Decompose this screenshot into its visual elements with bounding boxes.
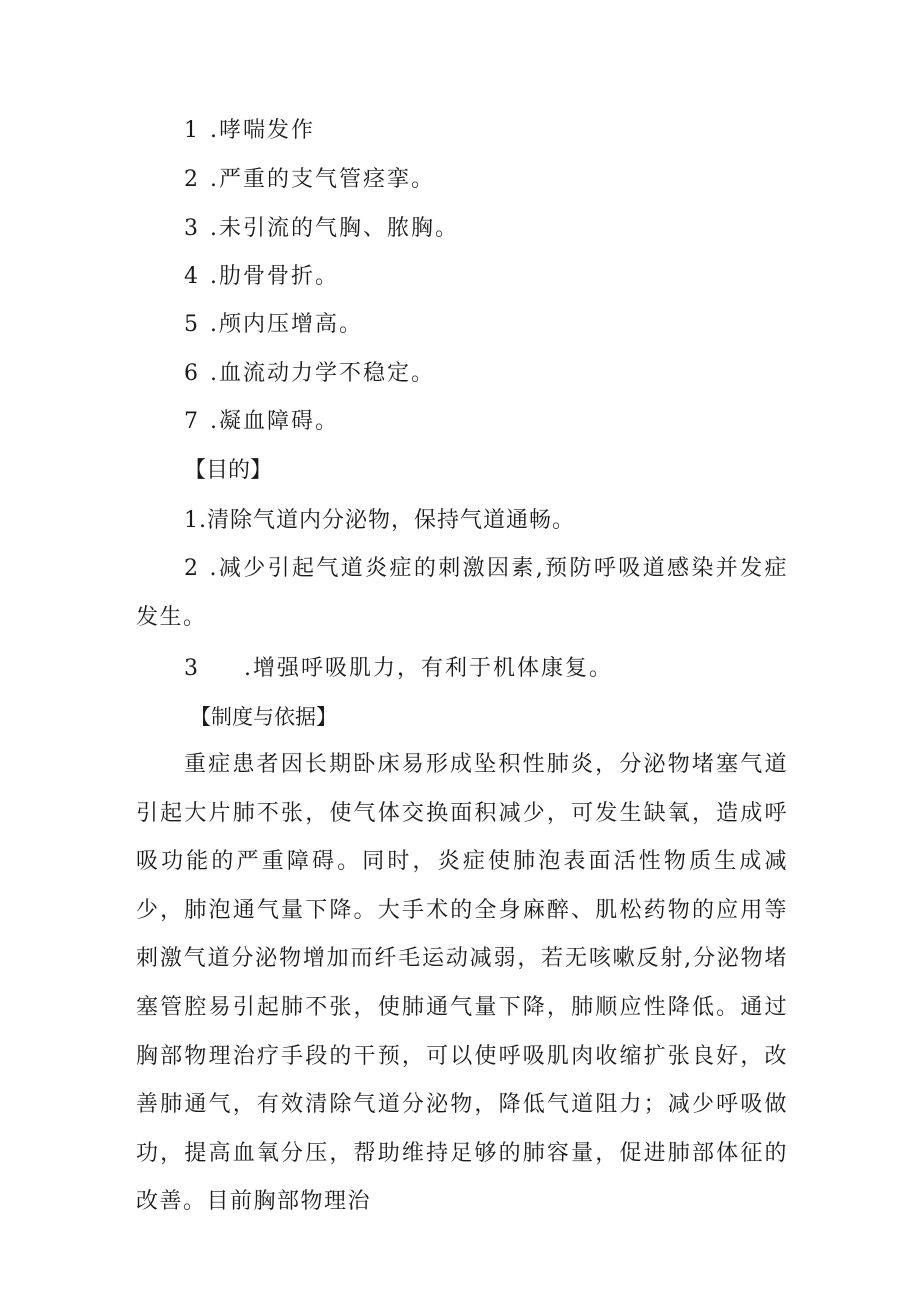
item-text: .血流动力学不稳定。 <box>210 361 435 386</box>
item-text: .颅内压增高。 <box>210 312 363 337</box>
contraindication-item-6 <box>184 363 435 385</box>
item-text: .严重的支气管痉挛。 <box>210 167 435 192</box>
contraindication-item-1 <box>184 120 315 142</box>
basis-heading: 【制度与依据】 <box>190 705 337 729</box>
item-text: .减少引起气道炎症的刺激因素,预防呼吸道感染并发症发生。 <box>136 556 788 630</box>
purpose-item-3 <box>184 658 613 680</box>
basis-paragraph <box>136 741 788 1227</box>
purpose-item-1: 1.清除气道内分泌物，保持气道通畅。 <box>184 508 575 533</box>
contraindication-item-2 <box>184 169 435 191</box>
item-text: .增强呼吸肌力，有利于机体康复。 <box>244 656 613 681</box>
purpose-item-2 <box>136 545 788 642</box>
item-text: .肋骨骨折。 <box>210 264 339 289</box>
contraindication-item-3 <box>184 218 459 240</box>
item-number: 2 <box>184 556 200 581</box>
purpose-heading: 【目的】 <box>184 458 273 483</box>
item-number: 5 <box>184 312 200 337</box>
basis-paragraph-text: 重症患者因长期卧床易形成坠积性肺炎，分泌物堵塞气道引起大片肺不张，使气体交换面积减少，可发生缺氧，造成呼吸功能的严重障碍。同时，炎症使肺泡表面活性物质生成减少，肺泡通气量下降。大手术的全身麻醉、肌松药物的应用等刺激气道分泌物增加而纤毛运动减弱，若无咳嗽反射,分泌物堵塞管腔易引起肺不张，使肺通气量下降，肺顺应性降低。通过胸部物理治疗手段的干预，可以使呼吸肌肉收缩扩张良好，改善肺通气，有效清除气道分泌物，降低气道阻力；减少呼吸做功，提高血氧分压，帮助维持足够的肺容量，促进肺部体征的改善。目前胸部物理治 <box>136 752 788 1215</box>
item-number: 3 <box>184 216 200 241</box>
item-text: .哮喘发作 <box>210 118 315 143</box>
contraindication-item-4 <box>184 266 339 288</box>
item-text: .凝血障碍。 <box>210 409 339 434</box>
contraindication-item-5 <box>184 314 363 336</box>
item-text: .未引流的气胸、脓胸。 <box>210 216 459 241</box>
item-number: 7 <box>184 409 200 434</box>
item-number: 4 <box>184 264 200 289</box>
item-number: 1 <box>184 118 200 143</box>
contraindication-item-7 <box>184 411 339 433</box>
item-number: 3 <box>184 656 200 681</box>
item-number: 2 <box>184 167 200 192</box>
item-number: 6 <box>184 361 200 386</box>
